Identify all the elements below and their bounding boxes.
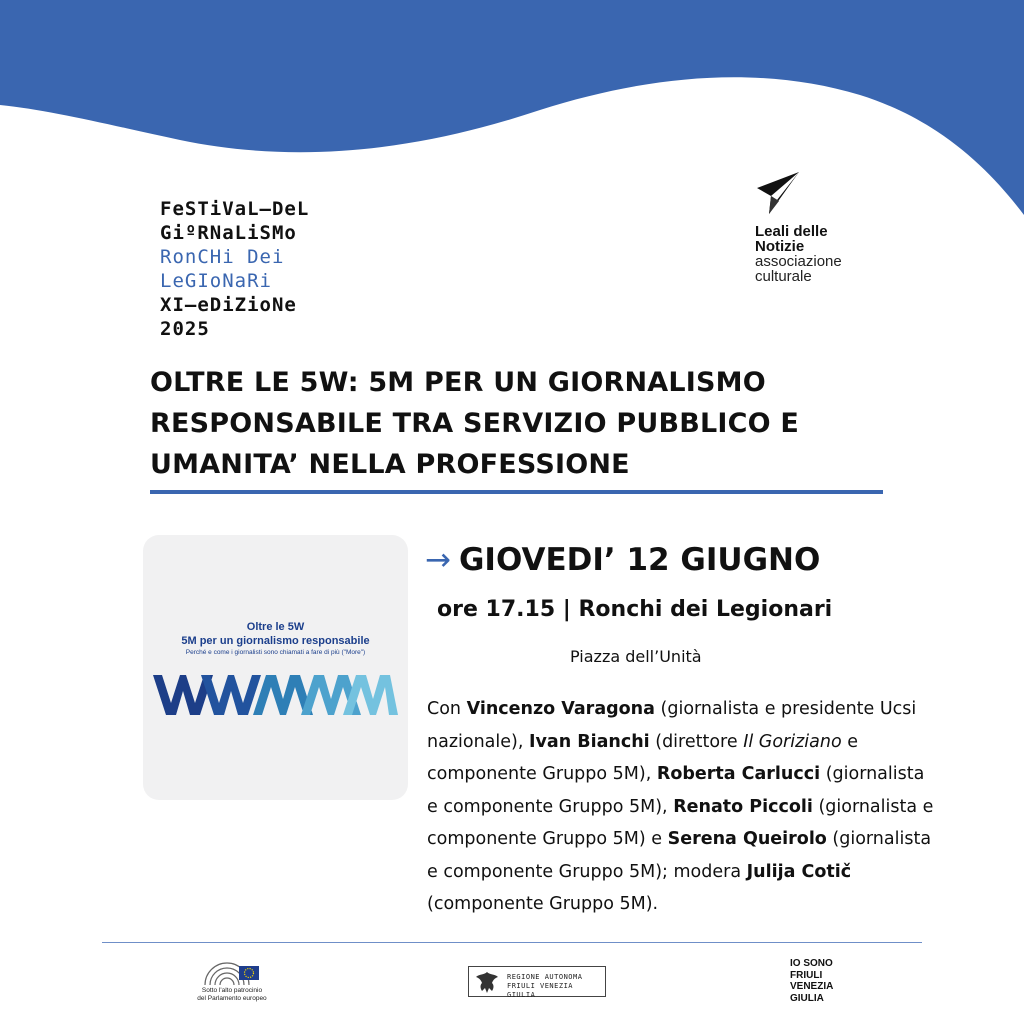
speaker-name: Serena Queirolo	[667, 829, 827, 849]
speaker-name: Renato Piccoli	[673, 796, 813, 817]
event-venue: Piazza dell’Unità	[570, 647, 702, 666]
title-line: UMANITA’ NELLA PROFESSIONE	[150, 449, 630, 480]
wwmmm-graphic	[153, 675, 398, 715]
parliament-hemicycle-icon	[203, 957, 261, 987]
thumbnail-caption: Perché e come i giornalisti sono chiamati a fare di più ("More")	[185, 649, 366, 656]
event-description: Con Vincenzo Varagona (giornalista e presidente Ucsi nazionale), Ivan Bianchi (direttore Il Goriziano e componente Gruppo 5M), Roberta Carlucci (giornalista e componente Gruppo 5M), Renato Piccoli (giornalista e componente Gruppo 5M) e Serena Queirolo (giornalista e componente Gruppo 5M); modera Julija Cotič (componente Gruppo 5M).	[427, 699, 934, 914]
title-line: RESPONSABILE TRA SERVIZIO PUBBLICO E	[150, 408, 800, 439]
speaker-name: Roberta Carlucci	[656, 764, 821, 784]
event-time-place: ore 17.15 | Ronchi dei Legionari	[437, 597, 833, 622]
event-title	[150, 362, 880, 485]
eagle-icon	[473, 969, 501, 995]
festival-logo	[160, 197, 309, 341]
date-text: GIOVEDI’ 12 GIUGNO	[458, 542, 821, 578]
ep-caption: Sotto l'alto patrocinio del Parlamento europeo	[197, 987, 267, 1002]
european-parliament-logo	[182, 957, 282, 1003]
leali-delle-notizie-logo	[755, 170, 895, 284]
paper-plane-icon	[755, 170, 801, 214]
event-thumbnail	[143, 535, 408, 800]
festival-logo-line: RonCHi Dei	[160, 246, 285, 268]
io-sono-fvg-logo: IO SONO FRIULI VENEZIA GIULIA	[790, 958, 834, 1004]
leali-subtitle: associazione culturale	[755, 253, 842, 285]
festival-logo-line: LeGIoNaRi	[160, 270, 272, 292]
speaker-name: Ivan Bianchi	[528, 731, 650, 752]
moderator-name: Julija Cotič	[746, 861, 852, 882]
festival-logo-line: GiºRNaLiSMo	[160, 222, 297, 244]
thumbnail-subtitle: 5M per un giornalismo responsabile	[181, 635, 370, 647]
regione-fvg-logo	[468, 966, 606, 997]
footer-divider	[102, 942, 922, 943]
fvg-caption: REGIONE AUTONOMA FRIULI VENEZIA GIULIA	[507, 973, 583, 999]
event-date	[425, 542, 820, 578]
publication-name: Il Goriziano	[743, 731, 842, 752]
speaker-name: Vincenzo Varagona	[466, 699, 655, 719]
festival-logo-line: XI—eDiZioNe	[160, 294, 297, 316]
leali-name: Leali delle Notizie	[755, 223, 828, 255]
thumbnail-title: Oltre le 5W	[246, 621, 305, 633]
title-line: OLTRE LE 5W: 5M PER UN GIORNALISMO	[150, 367, 766, 398]
festival-logo-line: FeSTiVaL—DeL	[160, 198, 310, 220]
festival-logo-line: 2025	[160, 318, 210, 340]
title-underline	[150, 490, 883, 494]
arrow-right-icon: →	[425, 542, 451, 578]
